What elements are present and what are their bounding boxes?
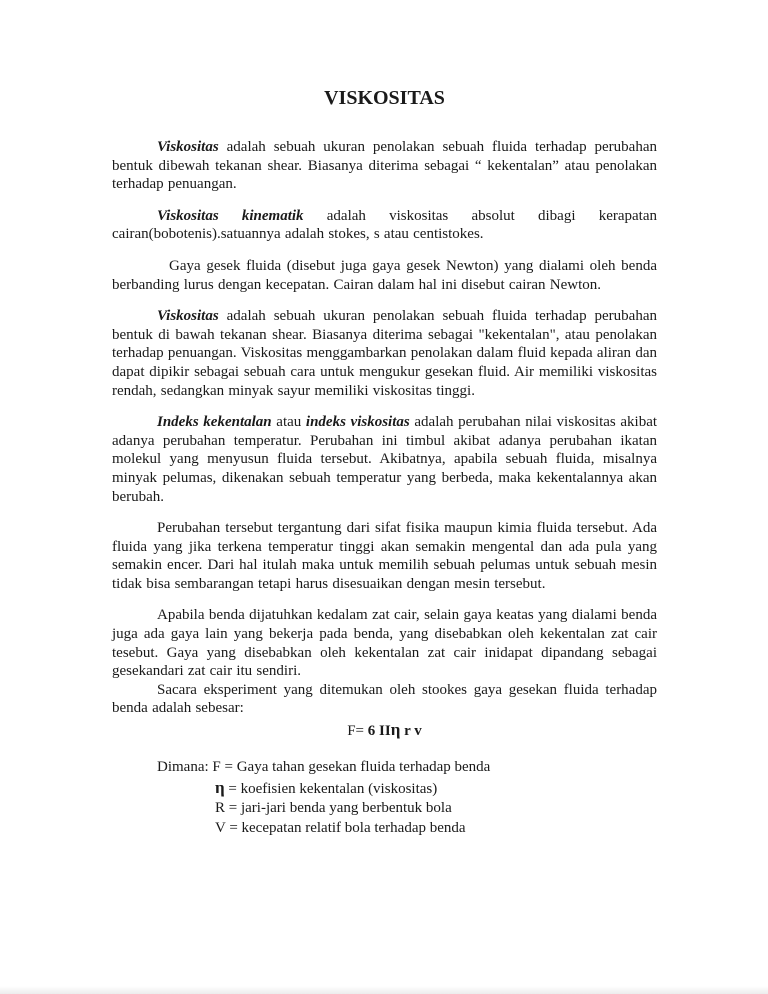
paragraph bbox=[112, 413, 657, 506]
paragraph-text: Sacara eksperiment yang ditemukan oleh stookes gaya gesekan fluida terhadap benda adalah sebesar: bbox=[112, 681, 657, 717]
definition-text: = Gaya tahan gesekan fluida terhadap benda bbox=[220, 759, 491, 776]
paragraph-text: adalah sebuah ukuran penolakan sebuah fluida terhadap perubahan bentuk di bawah tekanan shear. Biasanya diterima sebagai "kekentalan", atau penolakan terhadap penuangan. Viskositas menggambarkan penolakan dalam fluid kepada aliran dan dapat dipikir sebagai sebuah cara untuk mengukur gesekan fluid. Air memiliki viskositas rendah, sedangkan minyak sayur memiliki viskositas tinggi. bbox=[112, 308, 657, 399]
paragraph bbox=[112, 138, 657, 194]
paragraph bbox=[112, 307, 657, 400]
definition-symbol: V bbox=[215, 819, 226, 836]
paragraph bbox=[112, 257, 657, 294]
formula-lhs: F= bbox=[347, 723, 368, 740]
where-definitions-block bbox=[157, 758, 657, 838]
paragraph bbox=[112, 606, 657, 680]
paragraphs-container bbox=[112, 138, 657, 718]
paragraph-text: atau bbox=[271, 414, 306, 431]
emphasized-term: indeks viskositas bbox=[305, 414, 410, 431]
definition-text: = koefisien kekentalan (viskositas) bbox=[224, 780, 438, 797]
paragraph-text: adalah sebuah ukuran penolakan sebuah fluida terhadap perubahan bentuk dibewah tekanan shear. Biasanya diterima sebagai “ kekentalan” atau penolakan terhadap penuangan. bbox=[112, 139, 657, 193]
paragraph-text: adalah viskositas absolut dibagi kerapatan cairan(bobotenis).satuannya adalah stokes, s atau centistokes. bbox=[112, 207, 657, 243]
stokes-formula bbox=[112, 720, 657, 741]
paragraph bbox=[112, 519, 657, 593]
definition-symbol: η bbox=[215, 777, 225, 797]
definition-symbol: F bbox=[212, 759, 221, 776]
where-label: Dimana: bbox=[157, 759, 213, 776]
paragraph-text: adalah perubahan nilai viskositas akibat adanya perubahan temperatur. Perubahan ini timbul akibat adanya perubahan ikatan molekul yang menyusun fluida tersebut. Akibatnya, apabila sebuah fluida, misalnya minyak pelumas, dikenakan sebuah temperatur yang berbeda, maka kekentalannya akan berubah. bbox=[112, 414, 658, 505]
paragraph-text: Perubahan tersebut tergantung dari sifat fisika maupun kimia fluida tersebut. Ada fluida yang jika terkena temperatur tinggi akan semakin mengental dan ada pula yang semakin encer. Dari hal itulah maka untuk memilih sebuah pelumas untuk sebuah mesin tidak bisa sembarangan tetapi harus disesuaikan dengan mesin tersebut. bbox=[112, 520, 657, 592]
paragraph-text: Gaya gesek fluida (disebut juga gaya gesek Newton) yang dialami oleh benda berbanding lurus dengan kecepatan. Cairan dalam hal ini disebut cairan Newton. bbox=[112, 257, 657, 293]
formula-eta-symbol: η bbox=[390, 720, 401, 740]
paragraph bbox=[112, 681, 657, 718]
definition-text: = kecepatan relatif bola terhadap benda bbox=[225, 819, 466, 836]
formula-coefficient: 6 II bbox=[367, 723, 391, 740]
definition-line bbox=[157, 758, 657, 778]
emphasized-term: Indeks kekentalan bbox=[157, 414, 272, 431]
definition-line bbox=[215, 799, 657, 819]
definition-line bbox=[215, 819, 657, 839]
definition-line bbox=[215, 778, 657, 800]
emphasized-term: Viskositas bbox=[157, 308, 219, 325]
definition-symbol: R bbox=[215, 800, 226, 817]
definition-text: = jari-jari benda yang berbentuk bola bbox=[225, 800, 452, 817]
emphasized-term: Viskositas kinematik bbox=[157, 207, 304, 224]
formula-variables: r v bbox=[400, 723, 422, 740]
emphasized-term: Viskositas bbox=[157, 139, 219, 155]
paragraph bbox=[112, 207, 657, 244]
document-title: VISKOSITAS bbox=[324, 87, 445, 109]
paragraph-text: Apabila benda dijatuhkan kedalam zat cair, selain gaya keatas yang dialami benda juga ada gaya lain yang bekerja pada benda, yang disebabkan oleh kekentalan zat cair tesebut. Gaya yang disebabkan oleh kekentalan zat cair inidapat dipandang sebagai gesekandari zat cair itu sendiri. bbox=[112, 607, 657, 680]
